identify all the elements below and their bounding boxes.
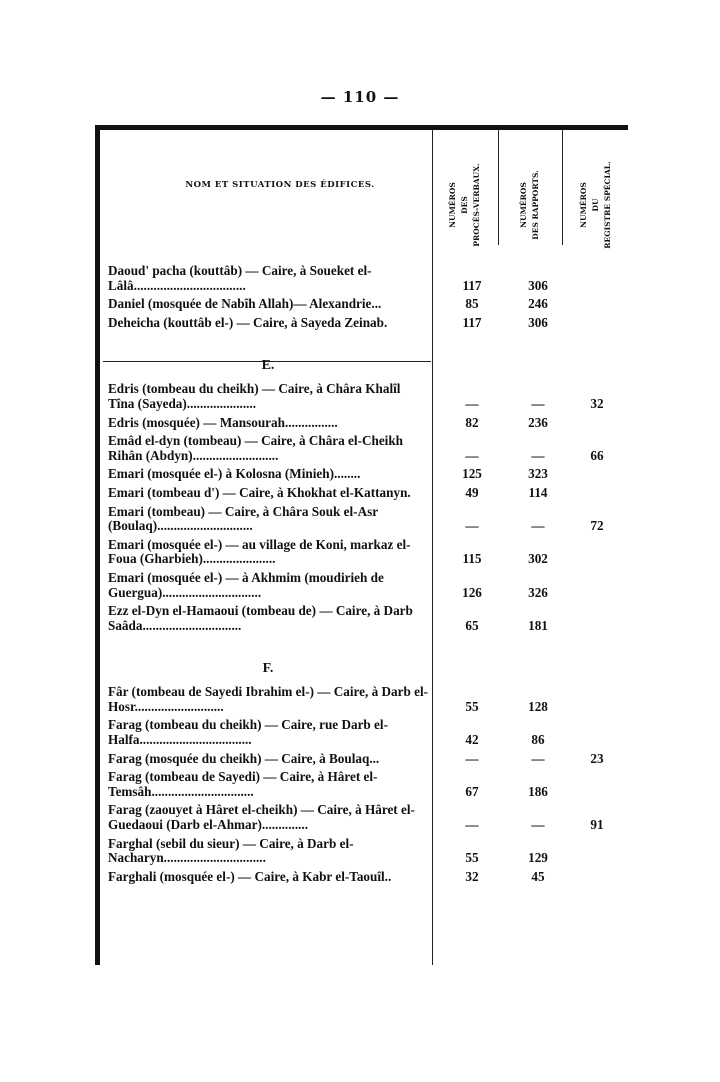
- column-header-registre-special: [561, 150, 631, 260]
- registre-number: 66: [590, 447, 604, 463]
- edifice-name: Deheicha (kouttâb el-) — Caire, à Sayeda Zeinab.: [108, 314, 388, 330]
- proces-verbal-number: 117: [462, 314, 482, 330]
- proces-verbal-number: —: [465, 817, 479, 833]
- table-row: [108, 382, 628, 411]
- edifice-name: Daoud' pacha (kouttâb) — Caire, à Soueket el-Lâlâ..................................: [108, 263, 372, 293]
- rapport-number: 302: [528, 551, 548, 567]
- table-left-rule: [95, 125, 100, 965]
- proces-verbal-number: 42: [465, 732, 479, 748]
- edifice-name: Farghal (sebil du sieur) — Caire, à Darb el-Nacharyn...............................: [108, 835, 354, 866]
- proces-verbal-number: 65: [465, 617, 479, 633]
- rapport-number: —: [531, 750, 545, 766]
- table-top-rule: [95, 125, 628, 130]
- edifice-name: Farag (tombeau de Sayedi) — Caire, à Hâret el-Temsâh...............................: [108, 769, 378, 799]
- edifice-name: Farag (zaouyet à Hâret el-cheikh) — Caire, à Hâret el-Guedaoui (Darb el-Ahmar)..............: [108, 802, 415, 833]
- edifice-name: Fâr (tombeau de Sayedi Ibrahim el-) — Caire, à Darb el-Hosr...........................: [108, 684, 429, 714]
- proces-verbal-number: 55: [465, 698, 479, 714]
- rapport-number: 181: [528, 617, 548, 633]
- table-row: [108, 416, 628, 431]
- table-row: [108, 604, 628, 633]
- rapport-number: 246: [528, 296, 548, 312]
- rapport-number: —: [531, 817, 545, 833]
- column-header-line: DES: [460, 196, 469, 214]
- edifice-name: Ezz el-Dyn el-Hamaoui (tombeau de) — Caire, à Darb Saâda..............................: [108, 603, 413, 633]
- rapport-number: 186: [528, 783, 548, 799]
- edifice-name: Emari (mosquée el-) à Kolosna (Minieh)........: [108, 466, 361, 482]
- rapport-number: 236: [528, 414, 548, 430]
- table-row: [108, 316, 628, 331]
- table-row: [108, 752, 628, 767]
- table-row: [108, 434, 628, 463]
- proces-verbal-number: 67: [465, 783, 479, 799]
- edifice-name: Emari (mosquée el-) — à Akhmim (moudirieh de Guergua)..............................: [108, 569, 384, 600]
- table-row: [108, 486, 628, 501]
- column-header-line: PROCÈS-VERBAUX.: [472, 163, 481, 247]
- proces-verbal-number: —: [465, 518, 479, 534]
- column-header-line: DU: [591, 198, 600, 212]
- proces-verbal-number: 126: [462, 584, 482, 600]
- page-number: — 110 —: [320, 88, 400, 106]
- edifice-name: Emari (tombeau d') — Caire, à Khokhat el-Kattanyn.: [108, 484, 411, 500]
- column-header-line: NUMÉROS: [519, 182, 528, 228]
- proces-verbal-number: 82: [465, 414, 479, 430]
- registre-number: 91: [590, 817, 604, 833]
- rapport-number: —: [531, 395, 545, 411]
- proces-verbal-number: 85: [465, 296, 479, 312]
- rapport-number: 45: [531, 868, 545, 884]
- rapport-number: —: [531, 447, 545, 463]
- edifice-name: Emâd el-dyn (tombeau) — Caire, à Châra el-Cheikh Rihân (Abdyn)..........................: [108, 433, 404, 463]
- edifice-name: Farag (mosquée du cheikh) — Caire, à Boulaq...: [108, 750, 380, 766]
- table-row: [108, 803, 628, 832]
- proces-verbal-number: —: [465, 447, 479, 463]
- table-row: [108, 505, 628, 534]
- edifice-name: Farag (tombeau du cheikh) — Caire, rue Darb el-Halfa..................................: [108, 717, 388, 748]
- column-header-rapports: [495, 150, 565, 260]
- rapport-number: —: [531, 518, 545, 534]
- table-row: [108, 264, 628, 293]
- section-letter: E.: [261, 358, 275, 374]
- table-body: [108, 264, 628, 888]
- registre-number: 32: [590, 395, 604, 411]
- rapport-number: 323: [528, 466, 548, 482]
- registre-number: 23: [590, 750, 604, 766]
- table-row: [108, 467, 628, 482]
- proces-verbal-number: 125: [462, 466, 482, 482]
- table-row: [108, 870, 628, 885]
- column-header-line: NUMÉROS: [448, 182, 457, 228]
- edifice-name: Edris (tombeau du cheikh) — Caire, à Châra Khalîl Tîna (Sayeda).....................: [108, 381, 401, 411]
- rapport-number: 128: [528, 698, 548, 714]
- registre-number: 72: [590, 518, 604, 534]
- edifice-name: Emari (tombeau) — Caire, à Châra Souk el-Asr (Boulaq).............................: [108, 503, 378, 534]
- edifice-name: Farghali (mosquée el-) — Caire, à Kabr el-Taouîl..: [108, 868, 392, 884]
- section-letter: F.: [262, 661, 274, 677]
- proces-verbal-number: 117: [462, 277, 482, 293]
- table-row: [108, 685, 628, 714]
- table-row: [108, 571, 628, 600]
- proces-verbal-number: —: [465, 395, 479, 411]
- proces-verbal-number: 49: [465, 484, 479, 500]
- column-header-proces-verbaux: [430, 150, 500, 260]
- table-row: [108, 538, 628, 567]
- table-row: [108, 297, 628, 312]
- proces-verbal-number: 115: [462, 551, 482, 567]
- edifice-name: Daniel (mosquée de Nabîh Allah)— Alexandrie...: [108, 296, 382, 312]
- edifice-name: Emari (mosquée el-) — au village de Koni, markaz el-Foua (Gharbieh)......................: [108, 536, 411, 567]
- rapport-number: 326: [528, 584, 548, 600]
- table-row: [108, 718, 628, 747]
- table-row: [108, 837, 628, 866]
- edifice-name: Edris (mosquée) — Mansourah................: [108, 414, 338, 430]
- column-header-line: DES RAPPORTS.: [531, 170, 540, 240]
- proces-verbal-number: —: [465, 750, 479, 766]
- column-header-line: REGISTRE SPÉCIAL.: [603, 161, 612, 249]
- proces-verbal-number: 55: [465, 850, 479, 866]
- table-heading: NOM ET SITUATION DES ÉDIFICES.: [185, 180, 375, 190]
- rapport-number: 114: [528, 484, 548, 500]
- rapport-number: 129: [528, 850, 548, 866]
- rapport-number: 86: [531, 732, 545, 748]
- proces-verbal-number: 32: [465, 868, 479, 884]
- rapport-number: 306: [528, 314, 548, 330]
- column-header-line: NUMÉROS: [579, 182, 588, 228]
- table-row: [108, 770, 628, 799]
- rapport-number: 306: [528, 277, 548, 293]
